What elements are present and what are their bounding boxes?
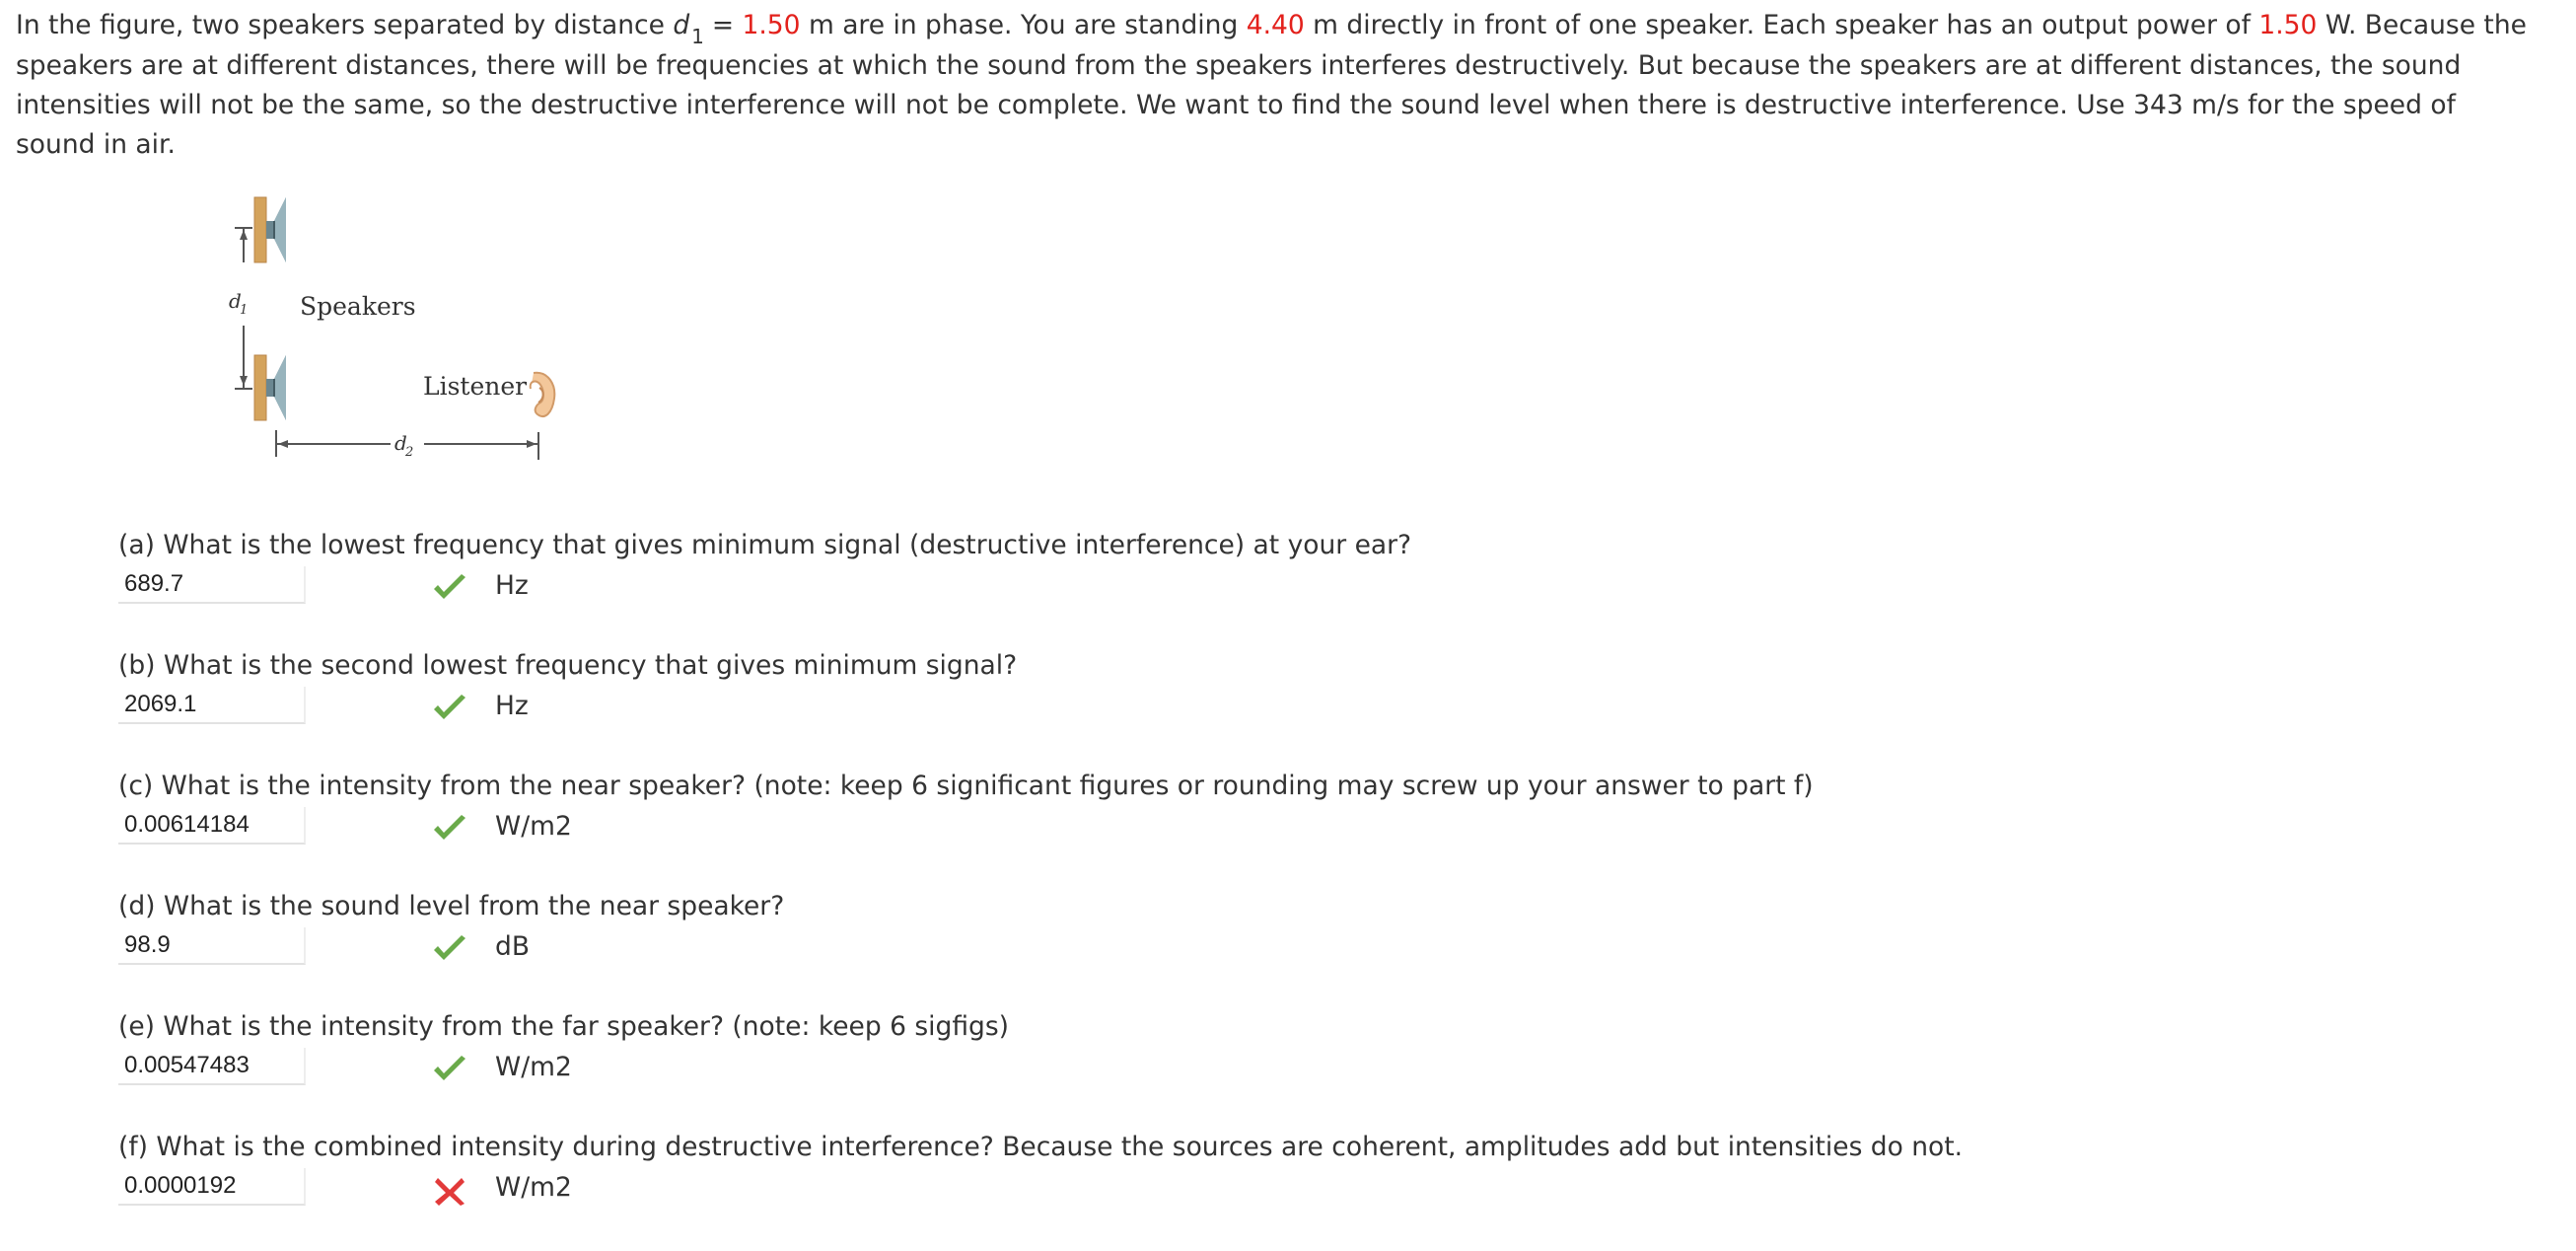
answer-row-e — [118, 1046, 2485, 1089]
distance-value: 4.40 — [1246, 10, 1305, 40]
d2-label-sub: 2 — [405, 445, 414, 460]
listener-label: Listener — [423, 372, 528, 401]
unit-a: Hz — [495, 570, 529, 601]
problem-statement — [16, 6, 2540, 165]
d1-subscript: 1 — [691, 25, 704, 48]
intro-text-4: W. Because the speakers are at different distances, there will be frequencies at which the sound from the speakers interferes destructively. But because the speakers are at different distances, the sound intensities will not be the same, so the destructive interference will not be complete. We want to find the sound level when there is destructive interference. Use 343 m/s for the speed of sound in air. — [16, 10, 2527, 160]
question-c-text: (c) What is the intensity from the near speaker? (note: keep 6 significant figures or rounding may screw up your answer to part f) — [118, 771, 1814, 801]
answer-input-d[interactable] — [118, 927, 306, 965]
answer-input-e[interactable] — [118, 1048, 306, 1085]
d1-value: 1.50 — [742, 10, 801, 40]
answer-input-b[interactable] — [118, 687, 306, 724]
question-d-text: (d) What is the sound level from the near speaker? — [118, 891, 785, 921]
check-icon — [432, 933, 467, 965]
intro-text-3: m directly in front of one speaker. Each speaker has an output power of — [1304, 10, 2259, 40]
d1-symbol: d — [673, 10, 690, 40]
speakers-label: Speakers — [300, 292, 416, 321]
question-e — [118, 1010, 2485, 1089]
answer-input-a[interactable] — [118, 566, 306, 604]
question-b-text: (b) What is the second lowest frequency that gives minimum signal? — [118, 650, 1018, 681]
d1-label-sub: 1 — [240, 303, 249, 318]
check-icon — [432, 813, 467, 845]
intro-text-2: m are in phase. You are standing — [800, 10, 1247, 40]
d1-label: d — [229, 289, 242, 313]
speakers-figure — [215, 185, 590, 472]
answer-row-d — [118, 925, 2485, 969]
question-a-text: (a) What is the lowest frequency that gives minimum signal (destructive interference) at your ear? — [118, 530, 1412, 560]
question-f — [118, 1131, 2485, 1210]
question-b — [118, 649, 2485, 728]
answer-input-c[interactable] — [118, 807, 306, 845]
unit-d: dB — [495, 931, 531, 962]
question-a — [118, 529, 2485, 608]
ear-icon — [531, 373, 555, 416]
question-d — [118, 890, 2485, 969]
answer-row-b — [118, 685, 2485, 728]
answer-row-c — [118, 805, 2485, 848]
question-c — [118, 770, 2485, 848]
check-icon — [432, 693, 467, 724]
check-icon — [432, 572, 467, 604]
speakers-diagram — [215, 185, 590, 472]
question-e-text: (e) What is the intensity from the far speaker? (note: keep 6 sigfigs) — [118, 1011, 1010, 1042]
check-icon — [432, 1054, 467, 1085]
question-f-text: (f) What is the combined intensity during destructive interference? Because the sources are coherent, amplitudes add but intensities do not. — [118, 1132, 1964, 1162]
answer-input-f[interactable] — [118, 1168, 306, 1206]
answer-row-f — [118, 1166, 2485, 1210]
equals-sign: = — [711, 10, 743, 40]
unit-f: W/m2 — [495, 1172, 572, 1203]
unit-e: W/m2 — [495, 1052, 572, 1082]
d2-label: d — [394, 431, 407, 455]
speaker-top-icon — [254, 197, 286, 262]
speaker-bottom-icon — [254, 355, 286, 420]
unit-b: Hz — [495, 691, 529, 721]
cross-icon — [432, 1174, 467, 1206]
answer-row-a — [118, 564, 2485, 608]
power-value: 1.50 — [2258, 10, 2318, 40]
unit-c: W/m2 — [495, 811, 572, 842]
intro-text-1: In the figure, two speakers separated by distance — [16, 10, 674, 40]
